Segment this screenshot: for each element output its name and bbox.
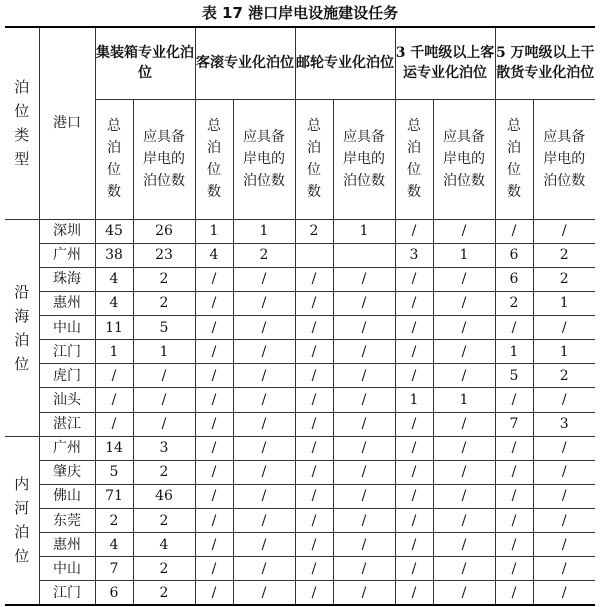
shore-power-berths-cell: /: [233, 533, 295, 557]
shore-power-berths-cell: 2: [233, 243, 295, 267]
shore-power-berths-cell: /: [233, 484, 295, 508]
table-row: [5, 533, 595, 557]
shore-power-berths-cell: /: [233, 316, 295, 340]
table-row: [5, 291, 595, 315]
total-berths-cell: /: [495, 509, 533, 533]
total-berths-cell: /: [495, 581, 533, 605]
shore-power-berths-cell: /: [333, 340, 395, 364]
shore-power-berths-cell: /: [533, 460, 595, 484]
port-cell: 惠州: [39, 291, 95, 315]
total-berths-cell: 4: [95, 291, 133, 315]
port-cell: 肇庆: [39, 460, 95, 484]
total-berths-cell: /: [295, 364, 333, 388]
group-header-roro: [195, 27, 295, 99]
total-berths-cell: 1: [495, 340, 533, 364]
shore-power-berths-cell: 2: [133, 291, 195, 315]
total-berths-cell: /: [295, 581, 333, 605]
group-header-cruise: [295, 27, 395, 99]
sub-header-label: 总泊位数: [106, 118, 121, 200]
berth-type-cell: [5, 219, 39, 436]
total-berths-cell: /: [295, 557, 333, 581]
sub-header-label: 应具备岸电的泊位数: [343, 129, 385, 189]
total-berths-cell: /: [295, 533, 333, 557]
berth-type-label: 内河泊位: [14, 475, 30, 566]
total-berths-cell: /: [295, 316, 333, 340]
table-header: [5, 27, 595, 219]
sub-header-label: 总泊位数: [306, 118, 321, 200]
sub-header-label: 总泊位数: [406, 118, 421, 200]
shore-power-berths-cell: /: [333, 509, 395, 533]
total-berths-cell: /: [295, 340, 333, 364]
total-berths-cell: /: [195, 460, 233, 484]
sub-header-shore-power-berths: [133, 99, 195, 219]
table-row: [5, 243, 595, 267]
shore-power-berths-cell: /: [133, 364, 195, 388]
total-berths-cell: /: [295, 484, 333, 508]
shore-power-berths-cell: /: [433, 436, 495, 460]
shore-power-berths-cell: /: [333, 364, 395, 388]
berth-type-header-label: 泊位类型: [14, 78, 30, 169]
sub-header-label: 总泊位数: [506, 118, 521, 200]
total-berths-cell: /: [195, 388, 233, 412]
shore-power-berths-cell: 1: [233, 219, 295, 243]
group-header-container: [95, 27, 195, 99]
shore-power-berths-cell: /: [533, 484, 595, 508]
total-berths-cell: /: [395, 267, 433, 291]
total-berths-cell: /: [95, 412, 133, 436]
total-berths-cell: [295, 243, 333, 267]
shore-power-berths-cell: /: [433, 412, 495, 436]
berth-type-cell: [5, 436, 39, 605]
berth-type-label: 沿海泊位: [14, 282, 30, 373]
shore-power-berths-cell: [333, 243, 395, 267]
port-cell: 中山: [39, 316, 95, 340]
port-header-label: 港口: [53, 115, 81, 132]
shore-power-berths-cell: 1: [533, 291, 595, 315]
shore-power-berths-cell: /: [433, 340, 495, 364]
shore-power-berths-cell: 23: [133, 243, 195, 267]
table-row: [5, 557, 595, 581]
shore-power-berths-cell: /: [433, 533, 495, 557]
total-berths-cell: 2: [495, 291, 533, 315]
total-berths-cell: /: [295, 436, 333, 460]
total-berths-cell: /: [495, 484, 533, 508]
shore-power-berths-cell: /: [533, 436, 595, 460]
table-row: [5, 316, 595, 340]
total-berths-cell: /: [495, 436, 533, 460]
shore-power-berths-cell: 2: [133, 581, 195, 605]
total-berths-cell: /: [495, 388, 533, 412]
shore-power-berths-cell: 1: [433, 388, 495, 412]
total-berths-cell: 2: [295, 219, 333, 243]
shore-power-berths-cell: /: [333, 267, 395, 291]
total-berths-cell: 71: [95, 484, 133, 508]
shore-power-berths-cell: 1: [133, 340, 195, 364]
total-berths-cell: /: [395, 484, 433, 508]
group-header-label: 集装箱专业化泊位: [96, 45, 194, 82]
sub-header-shore-power-berths: [533, 99, 595, 219]
shore-power-berths-cell: /: [233, 509, 295, 533]
total-berths-cell: /: [195, 436, 233, 460]
shore-power-berths-cell: /: [333, 316, 395, 340]
total-berths-cell: /: [395, 340, 433, 364]
total-berths-cell: /: [95, 364, 133, 388]
port-cell: 江门: [39, 340, 95, 364]
sub-header-total-berths: [295, 99, 333, 219]
sub-header-label: 应具备岸电的泊位数: [443, 129, 485, 189]
total-berths-cell: /: [195, 509, 233, 533]
group-header-label: 邮轮专业化泊位: [296, 55, 394, 72]
group-header-dry-bulk: [495, 27, 595, 99]
table-row: [5, 436, 595, 460]
shore-power-berths-cell: /: [233, 436, 295, 460]
shore-power-berths-cell: 1: [433, 243, 495, 267]
shore-power-berths-cell: /: [233, 557, 295, 581]
total-berths-cell: /: [395, 533, 433, 557]
shore-power-berths-cell: 2: [533, 364, 595, 388]
port-cell: 惠州: [39, 533, 95, 557]
shore-power-berths-cell: /: [333, 533, 395, 557]
table-row: [5, 460, 595, 484]
shore-power-berths-cell: /: [333, 291, 395, 315]
shore-power-berths-cell: /: [433, 291, 495, 315]
total-berths-cell: /: [195, 412, 233, 436]
shore-power-berths-cell: /: [433, 557, 495, 581]
total-berths-cell: /: [195, 581, 233, 605]
shore-power-berths-cell: 2: [133, 509, 195, 533]
port-cell: 广州: [39, 436, 95, 460]
shore-power-berths-cell: 4: [133, 533, 195, 557]
total-berths-cell: 5: [95, 460, 133, 484]
shore-power-berths-cell: 2: [133, 557, 195, 581]
total-berths-cell: /: [195, 557, 233, 581]
total-berths-cell: 11: [95, 316, 133, 340]
sub-header-total-berths: [195, 99, 233, 219]
total-berths-cell: /: [395, 291, 433, 315]
total-berths-cell: 1: [95, 340, 133, 364]
shore-power-berths-cell: 1: [533, 340, 595, 364]
shore-power-berths-cell: /: [333, 436, 395, 460]
group-header-passenger: [395, 27, 495, 99]
shore-power-berths-cell: 3: [133, 436, 195, 460]
shore-power-berths-cell: /: [233, 581, 295, 605]
port-cell: 虎门: [39, 364, 95, 388]
port-cell: 汕头: [39, 388, 95, 412]
shore-power-berths-cell: /: [433, 581, 495, 605]
total-berths-cell: 4: [95, 533, 133, 557]
table-caption: 表 17 港口岸电设施建设任务: [201, 4, 399, 22]
shore-power-berths-cell: /: [433, 364, 495, 388]
total-berths-cell: /: [395, 509, 433, 533]
total-berths-cell: /: [295, 412, 333, 436]
shore-power-berths-cell: /: [433, 316, 495, 340]
table-row: [5, 267, 595, 291]
sub-header-label: 应具备岸电的泊位数: [243, 129, 285, 189]
shore-power-berths-cell: /: [233, 460, 295, 484]
table-row: [5, 364, 595, 388]
shore-power-berths-cell: 2: [133, 267, 195, 291]
total-berths-cell: /: [395, 557, 433, 581]
shore-power-berths-cell: /: [333, 581, 395, 605]
shore-power-berths-cell: 2: [533, 267, 595, 291]
total-berths-cell: /: [195, 364, 233, 388]
total-berths-cell: /: [395, 364, 433, 388]
total-berths-cell: /: [195, 316, 233, 340]
shore-power-berths-cell: /: [233, 388, 295, 412]
shore-power-berths-cell: 46: [133, 484, 195, 508]
total-berths-cell: /: [395, 460, 433, 484]
table-row: [5, 340, 595, 364]
shore-power-berths-cell: /: [333, 484, 395, 508]
total-berths-cell: 7: [495, 412, 533, 436]
shore-power-berths-cell: 5: [133, 316, 195, 340]
table-row: [5, 388, 595, 412]
port-cell: 江门: [39, 581, 95, 605]
total-berths-cell: /: [295, 460, 333, 484]
shore-power-berths-cell: /: [133, 412, 195, 436]
total-berths-cell: /: [495, 557, 533, 581]
shore-power-berths-cell: /: [433, 484, 495, 508]
total-berths-cell: /: [495, 460, 533, 484]
table-row: [5, 484, 595, 508]
group-header-label: 3 千吨级以上客运专业化泊位: [395, 45, 495, 82]
port-cell: 湛江: [39, 412, 95, 436]
table-row: [5, 219, 595, 243]
shore-power-task-table: [5, 26, 595, 606]
group-header-label: 客滚专业化泊位: [196, 55, 294, 72]
shore-power-berths-cell: 3: [533, 412, 595, 436]
total-berths-cell: /: [195, 533, 233, 557]
table-row: [5, 412, 595, 436]
total-berths-cell: /: [395, 219, 433, 243]
port-cell: 广州: [39, 243, 95, 267]
shore-power-berths-cell: /: [333, 388, 395, 412]
shore-power-berths-cell: 2: [533, 243, 595, 267]
table-row: [5, 509, 595, 533]
shore-power-berths-cell: /: [533, 388, 595, 412]
shore-power-berths-cell: /: [333, 557, 395, 581]
shore-power-berths-cell: /: [433, 219, 495, 243]
total-berths-cell: /: [195, 291, 233, 315]
total-berths-cell: /: [495, 219, 533, 243]
berth-type-header: [5, 27, 39, 219]
shore-power-berths-cell: 1: [333, 219, 395, 243]
shore-power-berths-cell: /: [533, 533, 595, 557]
total-berths-cell: /: [395, 436, 433, 460]
shore-power-berths-cell: /: [233, 412, 295, 436]
total-berths-cell: /: [295, 267, 333, 291]
total-berths-cell: 14: [95, 436, 133, 460]
port-cell: 珠海: [39, 267, 95, 291]
total-berths-cell: /: [195, 484, 233, 508]
port-cell: 佛山: [39, 484, 95, 508]
shore-power-berths-cell: /: [533, 509, 595, 533]
total-berths-cell: 45: [95, 219, 133, 243]
shore-power-berths-cell: /: [233, 291, 295, 315]
total-berths-cell: 6: [495, 267, 533, 291]
shore-power-berths-cell: /: [533, 316, 595, 340]
table-row: [5, 581, 595, 605]
total-berths-cell: 4: [95, 267, 133, 291]
total-berths-cell: 6: [495, 243, 533, 267]
shore-power-berths-cell: /: [233, 267, 295, 291]
sub-header-shore-power-berths: [433, 99, 495, 219]
total-berths-cell: 1: [195, 219, 233, 243]
total-berths-cell: /: [195, 340, 233, 364]
shore-power-berths-cell: /: [233, 364, 295, 388]
group-header-label: 5 万吨级以上干散货专业化泊位: [495, 45, 595, 82]
total-berths-cell: 3: [395, 243, 433, 267]
total-berths-cell: /: [295, 509, 333, 533]
total-berths-cell: 5: [495, 364, 533, 388]
total-berths-cell: /: [295, 291, 333, 315]
shore-power-berths-cell: /: [333, 460, 395, 484]
total-berths-cell: /: [495, 533, 533, 557]
total-berths-cell: /: [295, 388, 333, 412]
shore-power-berths-cell: 26: [133, 219, 195, 243]
table-body: [5, 219, 595, 605]
total-berths-cell: /: [395, 581, 433, 605]
shore-power-berths-cell: /: [433, 509, 495, 533]
shore-power-berths-cell: /: [233, 340, 295, 364]
sub-header-total-berths: [395, 99, 433, 219]
total-berths-cell: 6: [95, 581, 133, 605]
port-header: [39, 27, 95, 219]
sub-header-total-berths: [95, 99, 133, 219]
sub-header-label: 应具备岸电的泊位数: [143, 129, 185, 189]
shore-power-berths-cell: /: [133, 388, 195, 412]
total-berths-cell: 38: [95, 243, 133, 267]
total-berths-cell: 4: [195, 243, 233, 267]
port-cell: 中山: [39, 557, 95, 581]
total-berths-cell: 2: [95, 509, 133, 533]
total-berths-cell: 7: [95, 557, 133, 581]
shore-power-berths-cell: 2: [133, 460, 195, 484]
total-berths-cell: /: [495, 316, 533, 340]
sub-header-total-berths: [495, 99, 533, 219]
shore-power-berths-cell: /: [533, 581, 595, 605]
shore-power-berths-cell: /: [433, 267, 495, 291]
shore-power-berths-cell: /: [433, 460, 495, 484]
total-berths-cell: /: [395, 412, 433, 436]
port-cell: 东莞: [39, 509, 95, 533]
shore-power-berths-cell: /: [533, 219, 595, 243]
shore-power-berths-cell: /: [533, 557, 595, 581]
sub-header-label: 总泊位数: [206, 118, 221, 200]
total-berths-cell: /: [95, 388, 133, 412]
port-cell: 深圳: [39, 219, 95, 243]
total-berths-cell: /: [195, 267, 233, 291]
sub-header-label: 应具备岸电的泊位数: [543, 129, 586, 189]
total-berths-cell: 1: [395, 388, 433, 412]
sub-header-shore-power-berths: [333, 99, 395, 219]
total-berths-cell: /: [395, 316, 433, 340]
shore-power-berths-cell: /: [333, 412, 395, 436]
sub-header-shore-power-berths: [233, 99, 295, 219]
